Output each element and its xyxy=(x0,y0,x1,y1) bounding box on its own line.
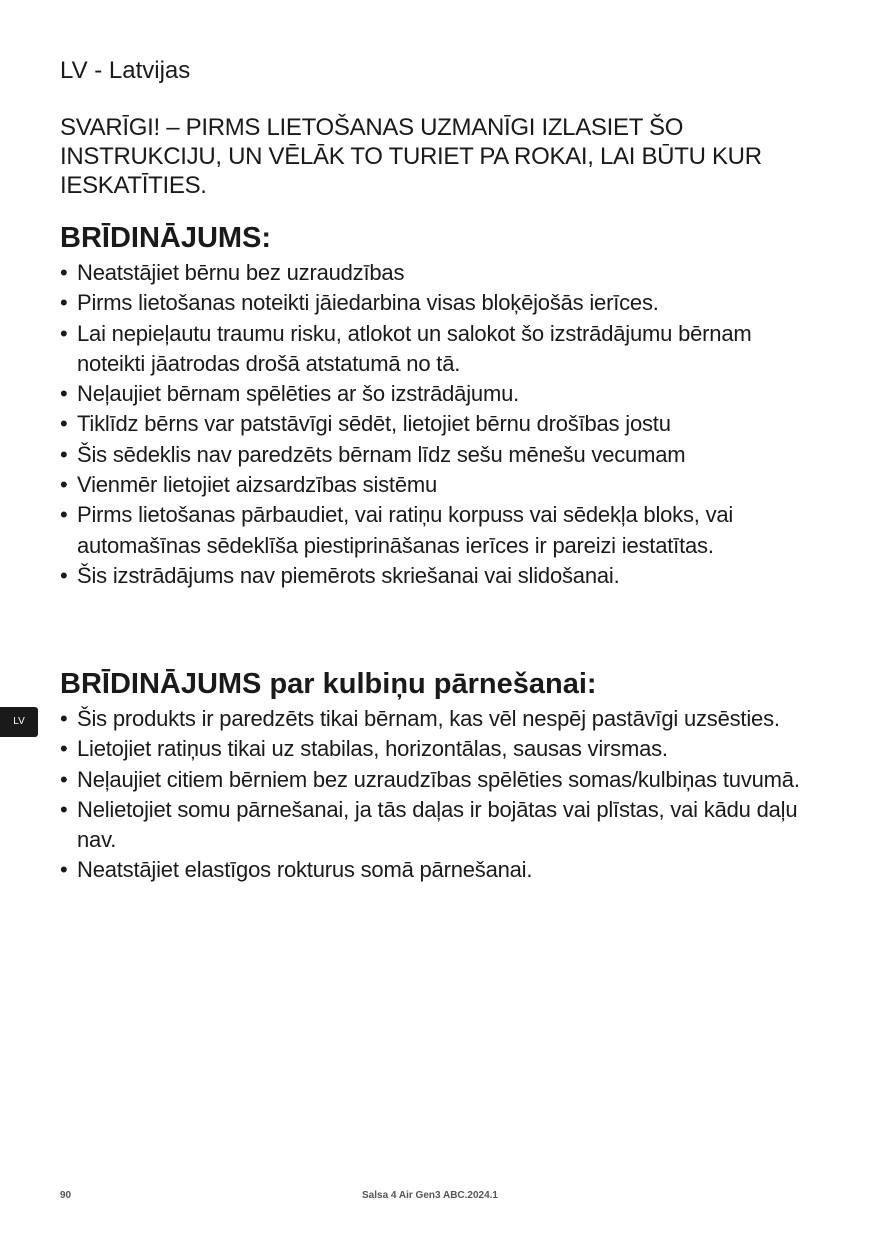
language-side-tab-label: LV xyxy=(13,716,25,727)
list-item xyxy=(60,704,820,734)
bullet-icon: • xyxy=(60,381,68,407)
warning-text: Lietojiet ratiņus tikai uz stabilas, horizontālas, sausas virsmas. xyxy=(77,736,668,762)
list-item xyxy=(60,379,820,409)
warning-text: Neatstājiet bērnu bez uzraudzības xyxy=(77,260,405,285)
language-title: LV - Latvijas xyxy=(60,57,191,84)
bullet-icon: • xyxy=(60,562,68,588)
warning-text: Lai nepieļautu traumu risku, atlokot un salokot šo izstrādājumu bērnam noteikti jāatrodas drošā atstatumā no tā. xyxy=(77,320,752,376)
bullet-icon: • xyxy=(60,472,68,498)
list-item xyxy=(60,734,820,764)
warning-text: Šis izstrādājums nav piemērots skriešanai vai slidošanai. xyxy=(77,562,620,588)
bullet-icon: • xyxy=(60,736,68,762)
warning-text: Tiklīdz bērns var patstāvīgi sēdēt, lietojiet bērnu drošības jostu xyxy=(77,411,671,437)
bullet-icon: • xyxy=(60,290,68,316)
list-item xyxy=(60,440,820,470)
page-number: 90 xyxy=(60,1190,72,1201)
warning-text: Pirms lietošanas noteikti jāiedarbina visas bloķējošās ierīces. xyxy=(77,290,659,316)
warning-text: Pirms lietošanas pārbaudiet, vai ratiņu korpuss vai sēdekļa bloks, vai automašīnas sēdeklīša piestiprināšanas ierīces ir pareizi iestatītas. xyxy=(77,502,734,558)
warning-text: Nelietojiet somu pārnešanai, ja tās daļas ir bojātas vai plīstas, vai kādu daļu nav. xyxy=(77,796,798,853)
warning-text: Šis sēdeklis nav paredzēts bērnam līdz sešu mēnešu vecumam xyxy=(77,441,686,467)
bullet-icon: • xyxy=(60,857,68,883)
warning-text: Vienmēr lietojiet aizsardzības sistēmu xyxy=(77,472,438,498)
list-item xyxy=(60,765,820,795)
list-item xyxy=(60,288,820,318)
bullet-icon: • xyxy=(60,441,68,467)
list-item xyxy=(60,795,820,856)
list-item xyxy=(60,319,820,380)
warnings-title: BRĪDINĀJUMS: xyxy=(60,222,272,254)
bullet-icon: • xyxy=(60,766,68,792)
document-id: Salsa 4 Air Gen3 ABC.2024.1 xyxy=(362,1190,498,1201)
list-item xyxy=(60,500,820,561)
list-item xyxy=(60,409,820,439)
important-notice: SVARĪGI! – PIRMS LIETOŠANAS UZMANĪGI IZLASIET ŠO INSTRUKCIJU, UN VĒLĀK TO TURIET PA ROKAI, LAI BŪTU KUR IESKATĪTIES. xyxy=(60,114,762,199)
warning-text: Neļaujiet bērnam spēlēties ar šo izstrādājumu. xyxy=(77,381,520,407)
list-item xyxy=(60,258,820,288)
warning-text: Šis produkts ir paredzēts tikai bērnam, kas vēl nespēj pastāvīgi uzsēsties. xyxy=(77,706,780,731)
bullet-icon: • xyxy=(60,502,68,528)
carrycot-warnings-title: BRĪDINĀJUMS par kulbiņu pārnešanai: xyxy=(60,668,597,700)
bullet-icon: • xyxy=(60,260,68,285)
language-side-tab xyxy=(0,707,38,737)
warnings-list xyxy=(60,258,820,591)
bullet-icon: • xyxy=(60,796,68,822)
warning-text: Neatstājiet elastīgos rokturus somā pārnešanai. xyxy=(77,857,533,883)
bullet-icon: • xyxy=(60,411,68,437)
carrycot-warnings-list xyxy=(60,704,820,886)
bullet-icon: • xyxy=(60,706,68,731)
list-item xyxy=(60,470,820,500)
list-item xyxy=(60,855,820,885)
bullet-icon: • xyxy=(60,320,68,346)
list-item xyxy=(60,561,820,591)
warning-text: Neļaujiet citiem bērniem bez uzraudzības spēlēties somas/kulbiņas tuvumā. xyxy=(77,766,800,792)
